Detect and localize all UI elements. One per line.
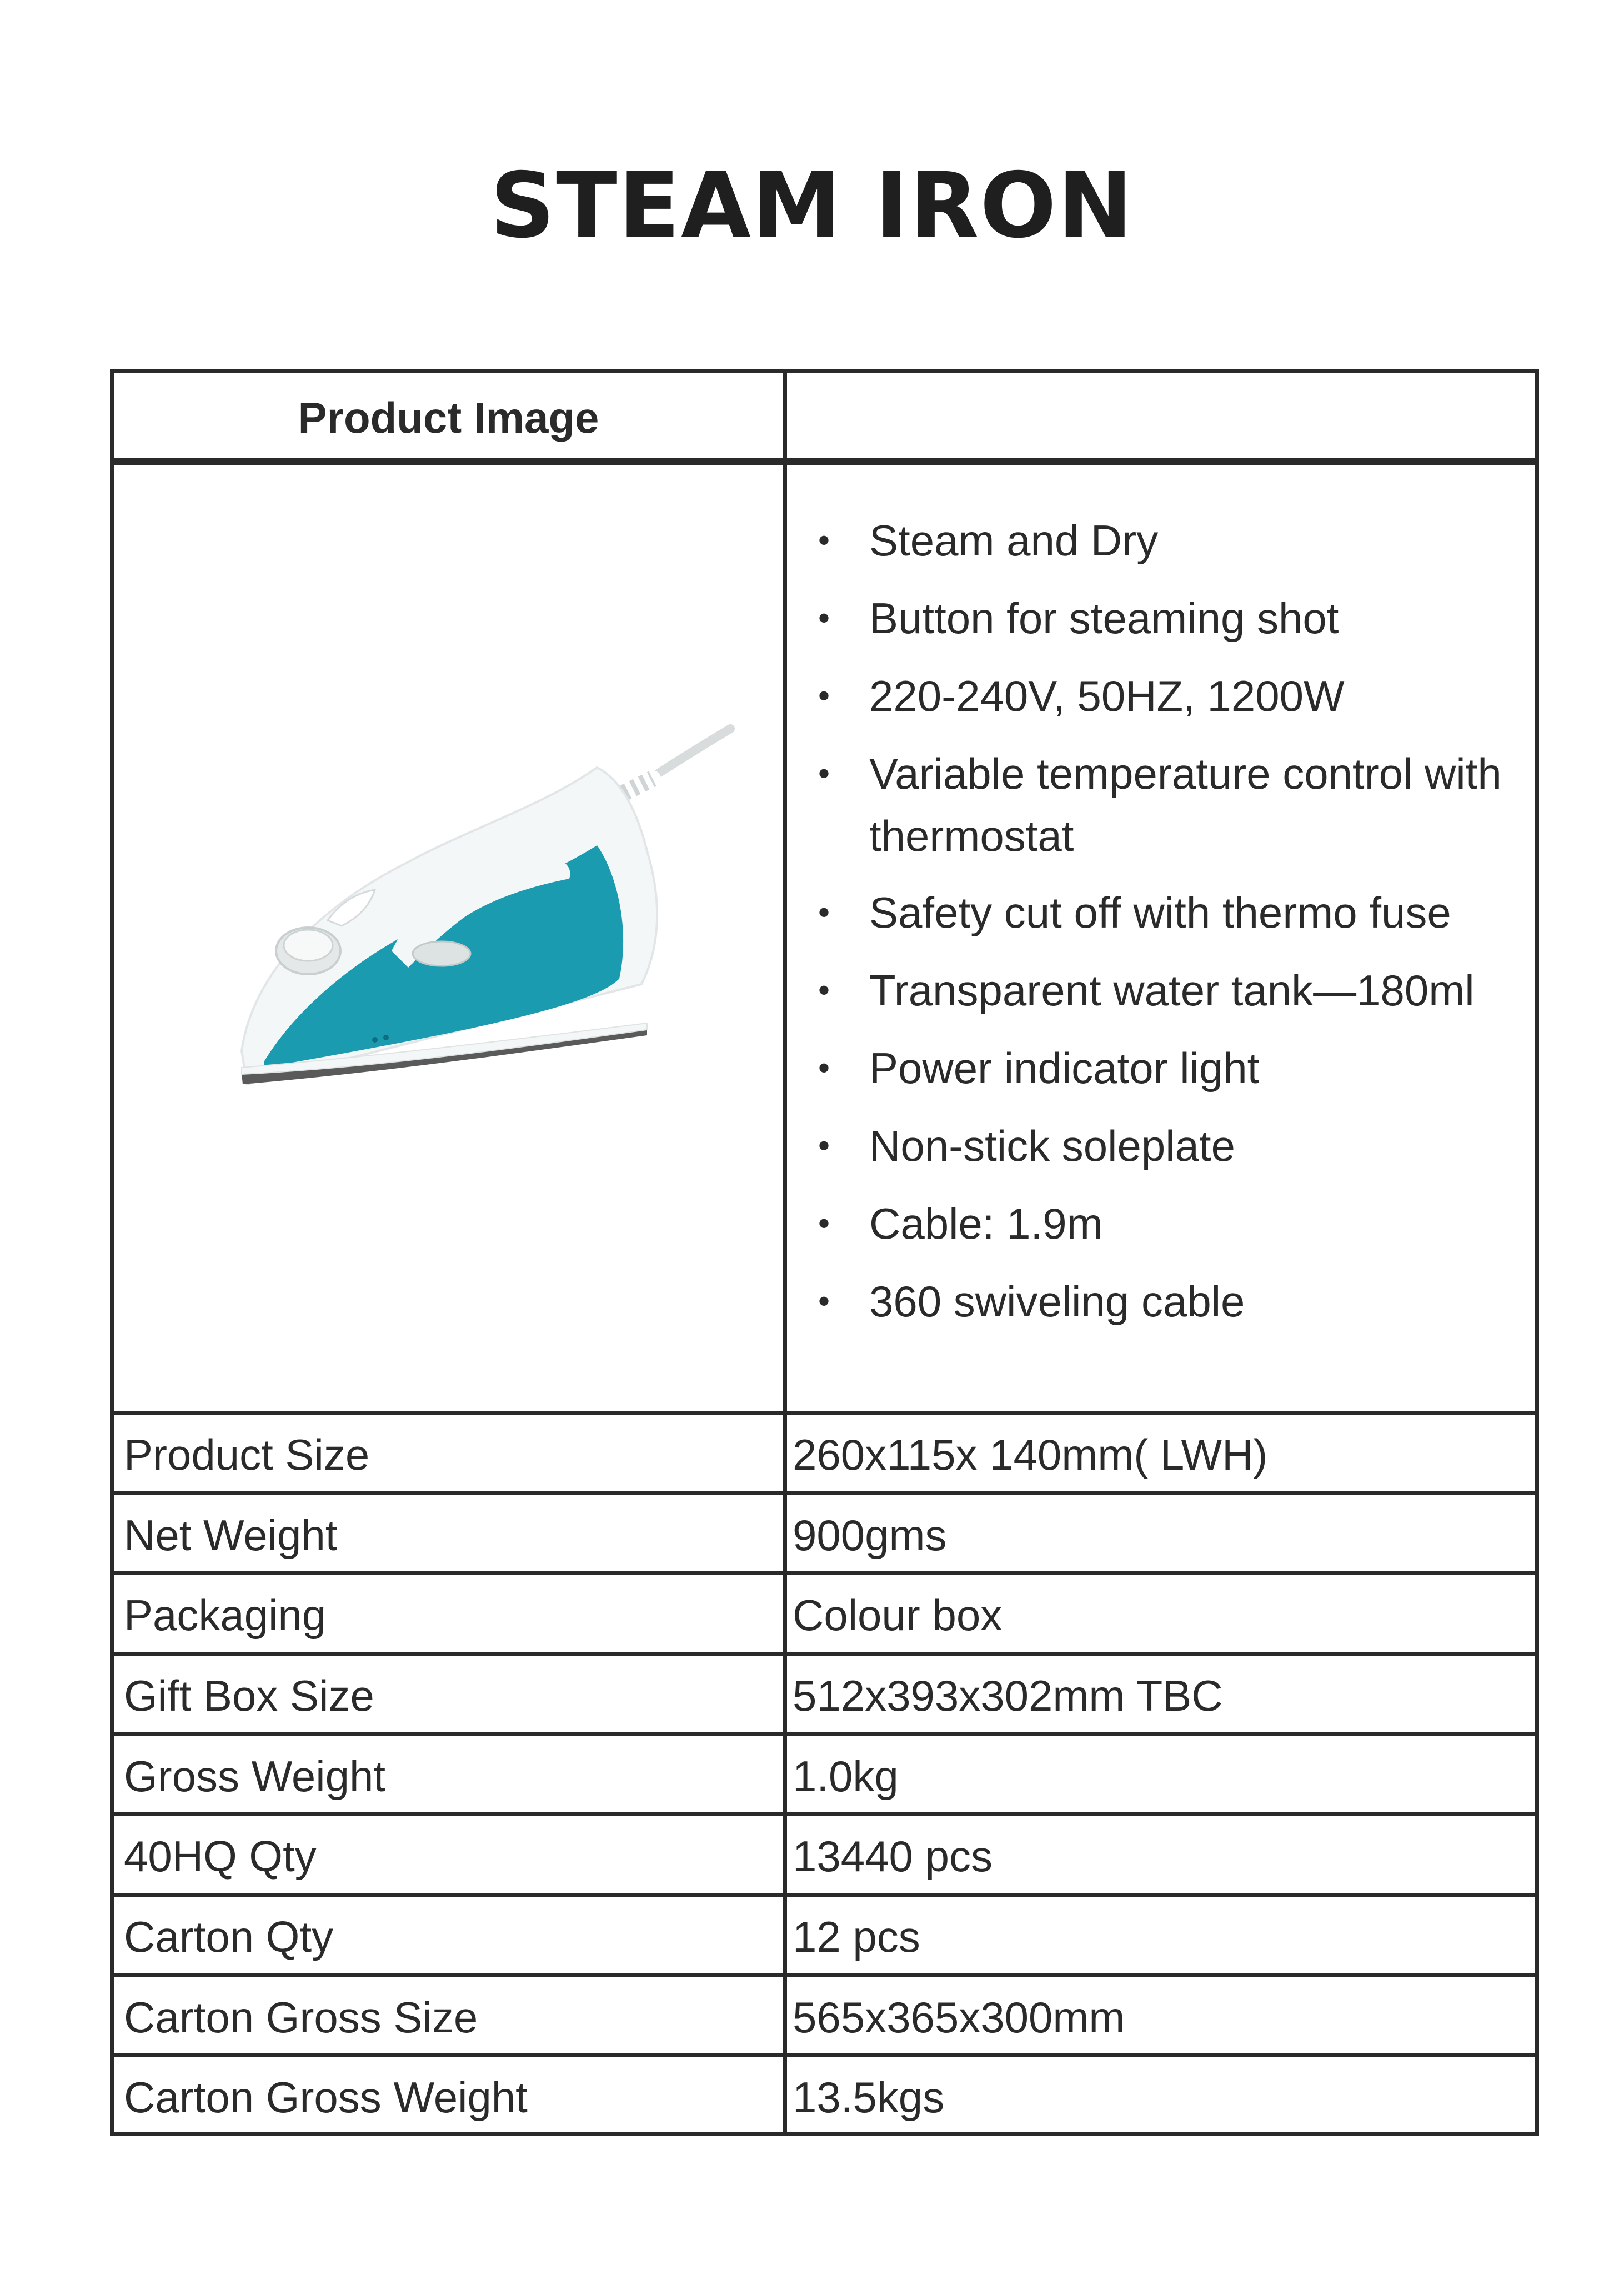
spec-value: 900gms (793, 1510, 947, 1560)
spec-value: Colour box (793, 1590, 1003, 1640)
spec-label: Net Weight (124, 1510, 338, 1560)
table-row (114, 1736, 1535, 1816)
spec-label: Gift Box Size (124, 1671, 374, 1720)
spec-value: 512x393x302mm TBC (793, 1671, 1223, 1720)
table-row (114, 1575, 1535, 1655)
feature-list (787, 468, 1539, 1412)
feature-text: 360 swiveling cable (869, 1277, 1245, 1326)
feature-text: Button for steaming shot (869, 594, 1339, 643)
bullet: • (818, 1282, 830, 1320)
table-row (114, 1656, 1535, 1736)
spec-label: Carton Qty (124, 1912, 334, 1961)
spec-label: Packaging (124, 1590, 327, 1640)
spec-value: 13.5kgs (793, 2072, 945, 2122)
spec-value: 1.0kg (793, 1751, 899, 1801)
bullet: • (818, 894, 830, 931)
spec-table (110, 369, 1539, 2136)
spec-value: 12 pcs (793, 1912, 920, 1961)
table-row (114, 1897, 1535, 1977)
spec-value: 260x115x 140mm( LWH) (793, 1430, 1268, 1479)
page-title: STEAM IRON (490, 154, 1134, 258)
product-image-header: Product Image (298, 393, 599, 442)
bullet: • (818, 1205, 830, 1242)
table-row (114, 1415, 1535, 1495)
spec-label: Gross Weight (124, 1751, 386, 1801)
bullet: • (818, 1127, 830, 1164)
feature-text: Variable temperature control with thermostat (869, 749, 1502, 860)
feature-text: Steam and Dry (869, 516, 1159, 565)
steam-iron-image (208, 640, 791, 1118)
bullet: • (818, 677, 830, 714)
bullet: • (818, 971, 830, 1009)
table-row (114, 2057, 1535, 2137)
feature-text: Power indicator light (869, 1044, 1260, 1093)
feature-text: Cable: 1.9m (869, 1199, 1103, 1248)
bullet: • (818, 755, 830, 792)
table-row (114, 1977, 1535, 2057)
spec-label: Carton Gross Weight (124, 2072, 528, 2122)
bullet: • (818, 1049, 830, 1086)
feature-text: Non-stick soleplate (869, 1121, 1235, 1170)
feature-text: 220-240V, 50HZ, 1200W (869, 672, 1345, 720)
table-row (114, 1816, 1535, 1896)
feature-text: Safety cut off with thermo fuse (869, 888, 1451, 937)
product-image-cell (114, 468, 783, 1412)
feature-text: Transparent water tank—180ml (869, 966, 1475, 1015)
spec-value: 13440 pcs (793, 1831, 993, 1881)
bullet: • (818, 599, 830, 637)
spec-value: 565x365x300mm (793, 1992, 1125, 2042)
spec-label: Carton Gross Size (124, 1992, 478, 2042)
spec-label: Product Size (124, 1430, 370, 1479)
bullet: • (818, 522, 830, 559)
table-row (114, 1495, 1535, 1575)
spec-label: 40HQ Qty (124, 1831, 317, 1881)
